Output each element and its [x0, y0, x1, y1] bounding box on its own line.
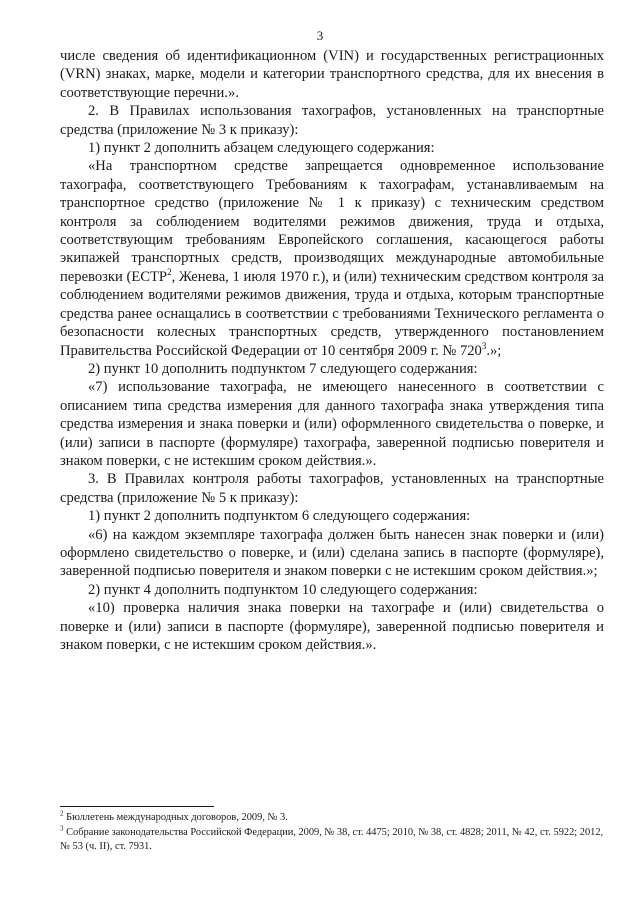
quote-text-part-2: , Женева, 1 июля 1970 г.), и (или) техническим средством контроля за соблюдением водителями режимов движения, труда и отдыха, которым транспортные средства ранее оснащались в соответствии с требованиями Технического регламента о безопасности колесных транспортных средств, утвержденного постановлением Правительства Российской Федерации от 10 сентября 2009 г. № 720: [60, 268, 604, 359]
paragraph-section-2: 2. В Правилах использования тахографов, установленных на транспортные средства (приложение № 3 к приказу):: [60, 103, 604, 138]
footnote-3: [60, 826, 606, 855]
document-body: [60, 47, 604, 654]
quote-text-part-3: .»;: [486, 342, 502, 359]
paragraph-quote-subitem-6: «6) на каждом экземпляре тахографа должен быть нанесен знак поверки и (или) оформлено свидетельство о поверке, и (или) сделана запись в паспорте (формуляре), заверенной подписью поверителя и знаком поверки с не истекшим сроком действия.»;: [60, 526, 604, 580]
footnote-ref-2: 2: [167, 267, 172, 278]
paragraph-item-3-2: 2) пункт 4 дополнить подпунктом 10 следующего содержания:: [88, 581, 478, 598]
footnotes: [60, 811, 606, 855]
footnote-ref-3: 3: [481, 340, 487, 351]
footnote-text: Бюллетень международных договоров, 2009, № 3.: [63, 812, 288, 823]
page-number: 3: [316, 28, 324, 43]
paragraph-item-2-1: 1) пункт 2 дополнить абзацем следующего содержания:: [88, 140, 435, 157]
paragraph-item-3-1: 1) пункт 2 дополнить подпунктом 6 следующего содержания:: [88, 508, 471, 525]
footnote-mark: 2: [60, 809, 64, 818]
footnote-mark: 3: [60, 824, 64, 833]
quote-text-part-1: «На транспортном средстве запрещается одновременное использование тахографа, соответствующего Требованиям к тахографам, устанавливаемым на транспортное средство (приложение № 1 к приказу) с техническим средством контроля за соблюдением водителями режимов движения, труда и отдыха, соответствующим требованиям Европейского соглашения, касающегося работы экипажей транспортных средств, производящих международные автомобильные перевозки (ЕСТР: [60, 158, 604, 285]
paragraph-item-2-2: 2) пункт 10 дополнить подпунктом 7 следующего содержания:: [88, 360, 478, 377]
paragraph-section-3: 3. В Правилах контроля работы тахографов, установленных на транспортные средства (приложение № 5 к приказу):: [60, 471, 604, 506]
paragraph-quote-subitem-7: «7) использование тахографа, не имеющего нанесенного в соответствии с описанием типа средства измерения для данного тахографа знака утверждения типа средства измерения и знака поверки и (или) оформленного свидетельства о поверке, и (или) записи в паспорте (формуляре) тахографа, заверенной подписью поверителя и знаком поверки, с не истекшим сроком действия.».: [60, 379, 604, 469]
paragraph-quote-tachograph-use: [60, 157, 604, 359]
footnote-divider: [60, 806, 214, 807]
paragraph-quote-subitem-10: «10) проверка наличия знака поверки на тахографе и (или) свидетельства о поверке и (или) записи в паспорте (формуляре), заверенной подписью поверителя и знаком поверки, с не истекшим сроком действия.».: [60, 600, 604, 653]
footnote-2: [60, 811, 606, 826]
paragraph-continuation: числе сведения об идентификационном (VIN) и государственных регистрационных (VRN) знаках, марке, модели и категории транспортного средства, для их внесения в соответствующие перечни.».: [60, 48, 604, 101]
footnote-text: Собрание законодательства Российской Федерации, 2009, № 38, ст. 4475; 2010, № 38, ст. 4828; 2011, № 42, ст. 5922; 2012, № 53 (ч. II), ст. 7931.: [60, 826, 604, 853]
